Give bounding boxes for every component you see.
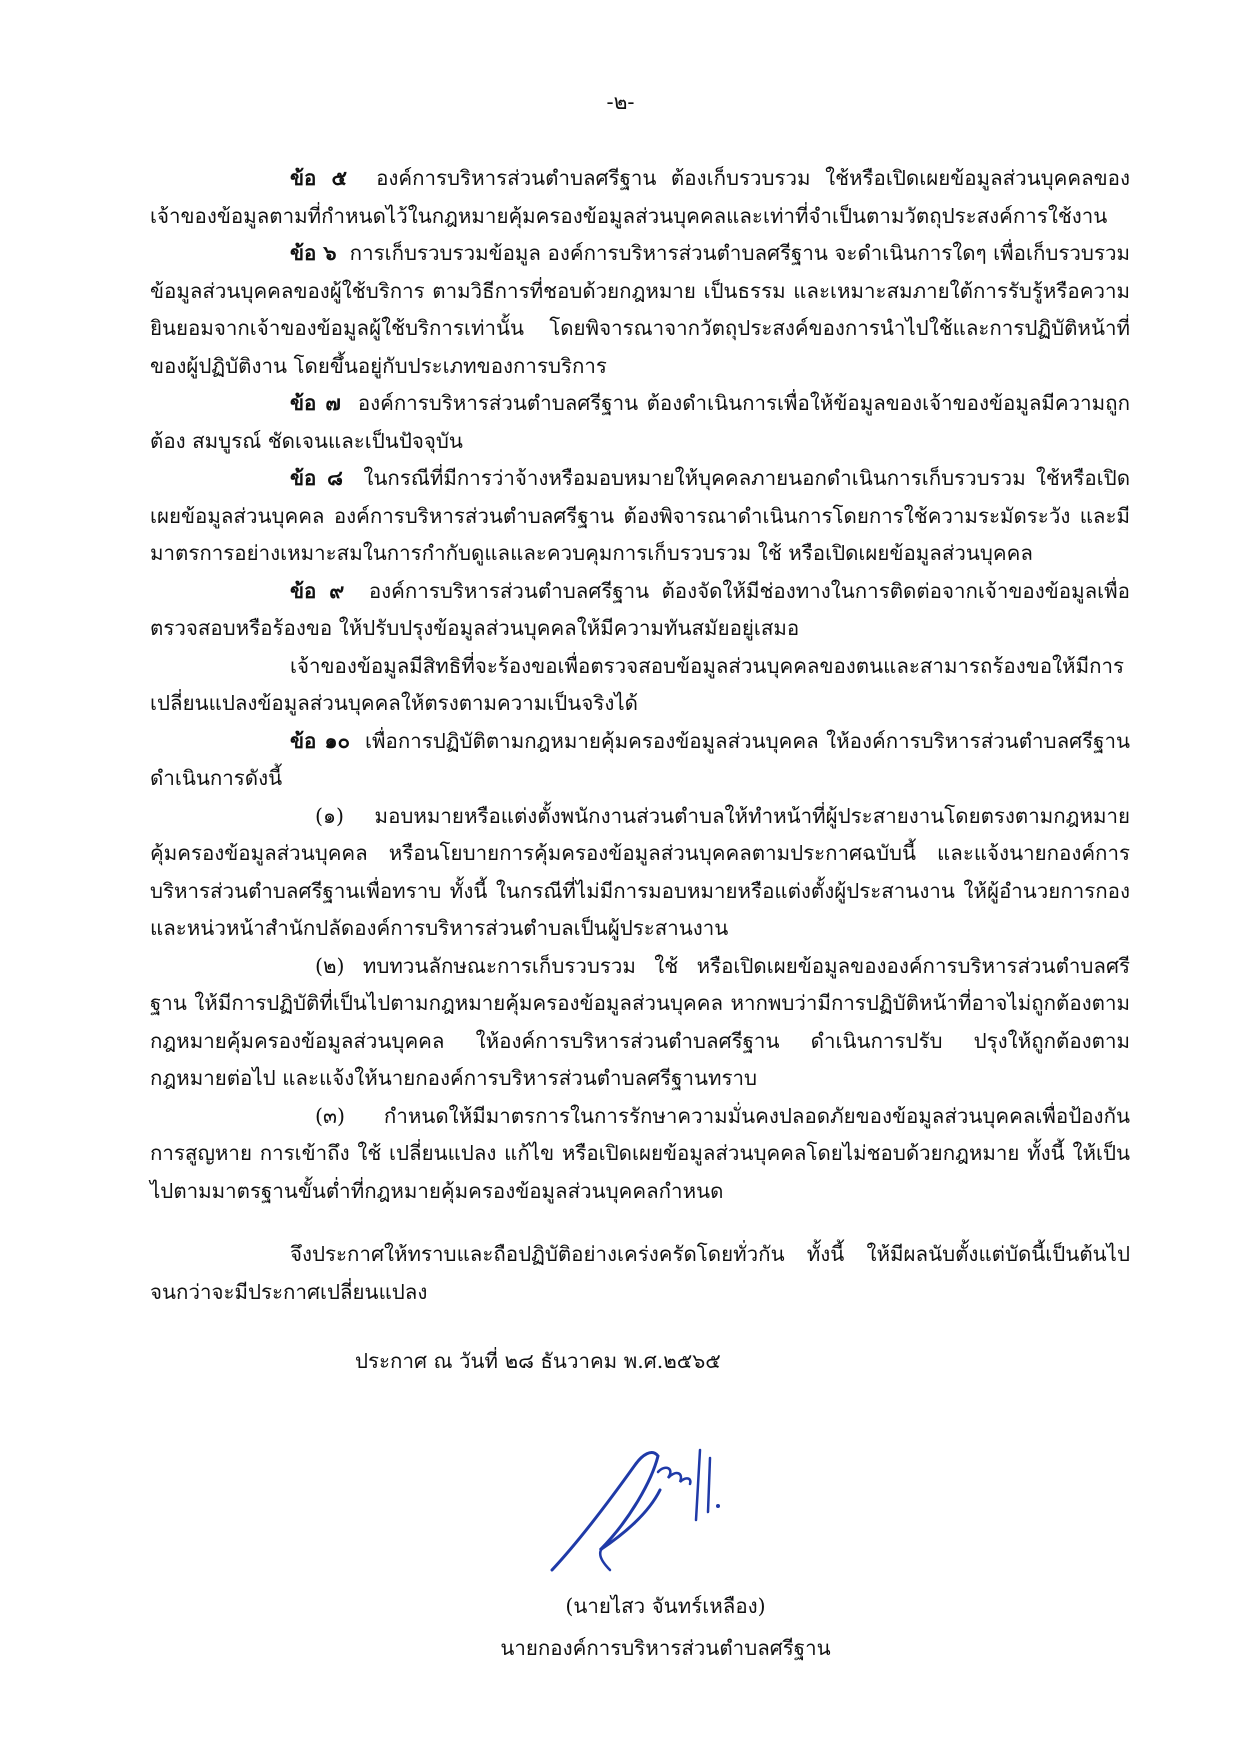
clause-text: เพื่อการปฏิบัติตามกฎหมายคุ้มครองข้อมูลส่วนบุคคล ให้องค์การบริหารส่วนตำบลศรีฐาน ดำเนินการดังนี้ (150, 728, 1130, 790)
clause-8 (150, 460, 1130, 573)
signer-name: (นายไสว จันทร์เหลือง) (565, 1594, 766, 1618)
signer-title: นายกองค์การบริหารส่วนตำบลศรีฐาน (500, 1636, 831, 1660)
clause-9 (150, 573, 1130, 648)
rights-paragraph: เจ้าของข้อมูลมีสิทธิที่จะร้องขอเพื่อตรวจสอบข้อมูลส่วนบุคคลของตนและสามารถร้องขอให้มีการเปลี่ยนแปลงข้อมูลส่วนบุคคลให้ตรงตามความเป็นจริงได้ (150, 653, 1125, 715)
clause-text: องค์การบริหารส่วนตำบลศรีฐาน ต้องดำเนินการเพื่อให้ข้อมูลของเจ้าของข้อมูลมีความถูกต้อง สมบูรณ์ ชัดเจนและเป็นปัจจุบัน (150, 391, 1130, 453)
handwritten-signature (540, 1420, 740, 1580)
clause-label: ข้อ ๖ (290, 241, 337, 265)
clause-label: ข้อ ๑๐ (290, 728, 350, 753)
clause-text: องค์การบริหารส่วนตำบลศรีฐาน ต้องเก็บรวบรวม ใช้หรือเปิดเผยข้อมูลส่วนบุคคลของเจ้าของข้อมูลตามที่กำหนดไว้ในกฎหมายคุ้มครองข้อมูลส่วนบุคคลและเท่าที่จำเป็นตามวัตถุประสงค์การใช้งาน (150, 166, 1130, 228)
clause-label: ข้อ ๕ (290, 166, 347, 190)
clause-label: ข้อ ๙ (290, 578, 345, 603)
clause-5 (150, 160, 1130, 235)
clause-6 (150, 235, 1130, 385)
clause-text: องค์การบริหารส่วนตำบลศรีฐาน ต้องจัดให้มีช่องทางในการติดต่อจากเจ้าของข้อมูลเพื่อตรวจสอบหรือร้องขอ ให้ปรับปรุงข้อมูลส่วนบุคคลให้มีความทันสมัยอยู่เสมอ (150, 578, 1130, 640)
document-body (150, 160, 1130, 1311)
page-number: -๒- (606, 90, 635, 114)
announcement-date: ประกาศ ณ วันที่ ๒๘ ธันวาคม พ.ศ.๒๕๖๕ (355, 1349, 721, 1373)
clause-10 (150, 723, 1130, 798)
clause-text: การเก็บรวบรวมข้อมูล องค์การบริหารส่วนตำบลศรีฐาน จะดำเนินการใดๆ เพื่อเก็บรวบรวมข้อมูลส่วนบุคคลของผู้ใช้บริการ ตามวิธีการที่ชอบด้วยกฎหมาย เป็นธรรม และเหมาะสมภายใต้การรับรู้หรือความยินยอมจากเจ้าของข้อมูลผู้ใช้บริการเท่านั้น โดยพิจารณาจากวัตถุประสงค์ของการนำไปใช้และการปฏิบัติหน้าที่ของผู้ปฏิบัติงาน โดยขึ้นอยู่กับประเภทของการบริการ (150, 241, 1130, 378)
subitem-3: (๓) กำหนดให้มีมาตรการในการรักษาความมั่นคงปลอดภัยของข้อมูลส่วนบุคคลเพื่อป้องกันการสูญหาย การเข้าถึง ใช้ เปลี่ยนแปลง แก้ไข หรือเปิดเผยข้อมูลส่วนบุคคลโดยไม่ชอบด้วยกฎหมาย ทั้งนี้ ให้เป็นไปตามมาตรฐานขั้นต่ำที่กฎหมายคุ้มครองข้อมูลส่วนบุคคลกำหนด (150, 1103, 1130, 1203)
subitem-2: (๒) ทบทวนลักษณะการเก็บรวบรวม ใช้ หรือเปิดเผยข้อมูลขององค์การบริหารส่วนตำบลศรีฐาน ให้มีการปฏิบัติที่เป็นไปตามกฎหมายคุ้มครองข้อมูลส่วนบุคคล หากพบว่ามีการปฏิบัติหน้าที่อาจไม่ถูกต้องตามกฎหมายคุ้มครองข้อมูลส่วนบุคคล ให้องค์การบริหารส่วนตำบลศรีฐาน ดำเนินการปรับ ปรุงให้ถูกต้องตามกฎหมายต่อไป และแจ้งให้นายกองค์การบริหารส่วนตำบลศรีฐานทราบ (150, 953, 1130, 1090)
subitem-1: (๑) มอบหมายหรือแต่งตั้งพนักงานส่วนตำบลให้ทำหน้าที่ผู้ประสายงานโดยตรงตามกฎหมายคุ้มครองข้อมูลส่วนบุคคล หรือนโยบายการคุ้มครองข้อมูลส่วนบุคคลตามประกาศฉบับนี้ และแจ้งนายกองค์การบริหารส่วนตำบลศรีฐานเพื่อทราบ ทั้งนี้ ในกรณีที่ไม่มีการมอบหมายหรือแต่งตั้งผู้ประสานงาน ให้ผู้อำนวยการกองและหน่วหน้าสำนักปลัดองค์การบริหารส่วนตำบลเป็นผู้ประสานงาน (150, 803, 1130, 940)
clause-label: ข้อ ๘ (290, 466, 343, 490)
clause-7 (150, 385, 1130, 460)
clause-text: ในกรณีที่มีการว่าจ้างหรือมอบหมายให้บุคคลภายนอกดำเนินการเก็บรวบรวม ใช้หรือเปิดเผยข้อมูลส่วนบุคคล องค์การบริหารส่วนตำบลศรีฐาน ต้องพิจารณาดำเนินการโดยการใช้ความระมัดระวัง และมีมาตรการอย่างเหมาะสมในการกำกับดูแลและควบคุมการเก็บรวบรวม ใช้ หรือเปิดเผยข้อมูลส่วนบุคคล (150, 466, 1131, 565)
closing-paragraph: จึงประกาศให้ทราบและถือปฏิบัติอย่างเคร่งครัดโดยทั่วกัน ทั้งนี้ ให้มีผลนับตั้งแต่บัดนี้เป็นต้นไปจนกว่าจะมีประกาศเปลี่ยนแปลง (150, 1242, 1130, 1304)
clause-label: ข้อ ๗ (290, 391, 341, 415)
